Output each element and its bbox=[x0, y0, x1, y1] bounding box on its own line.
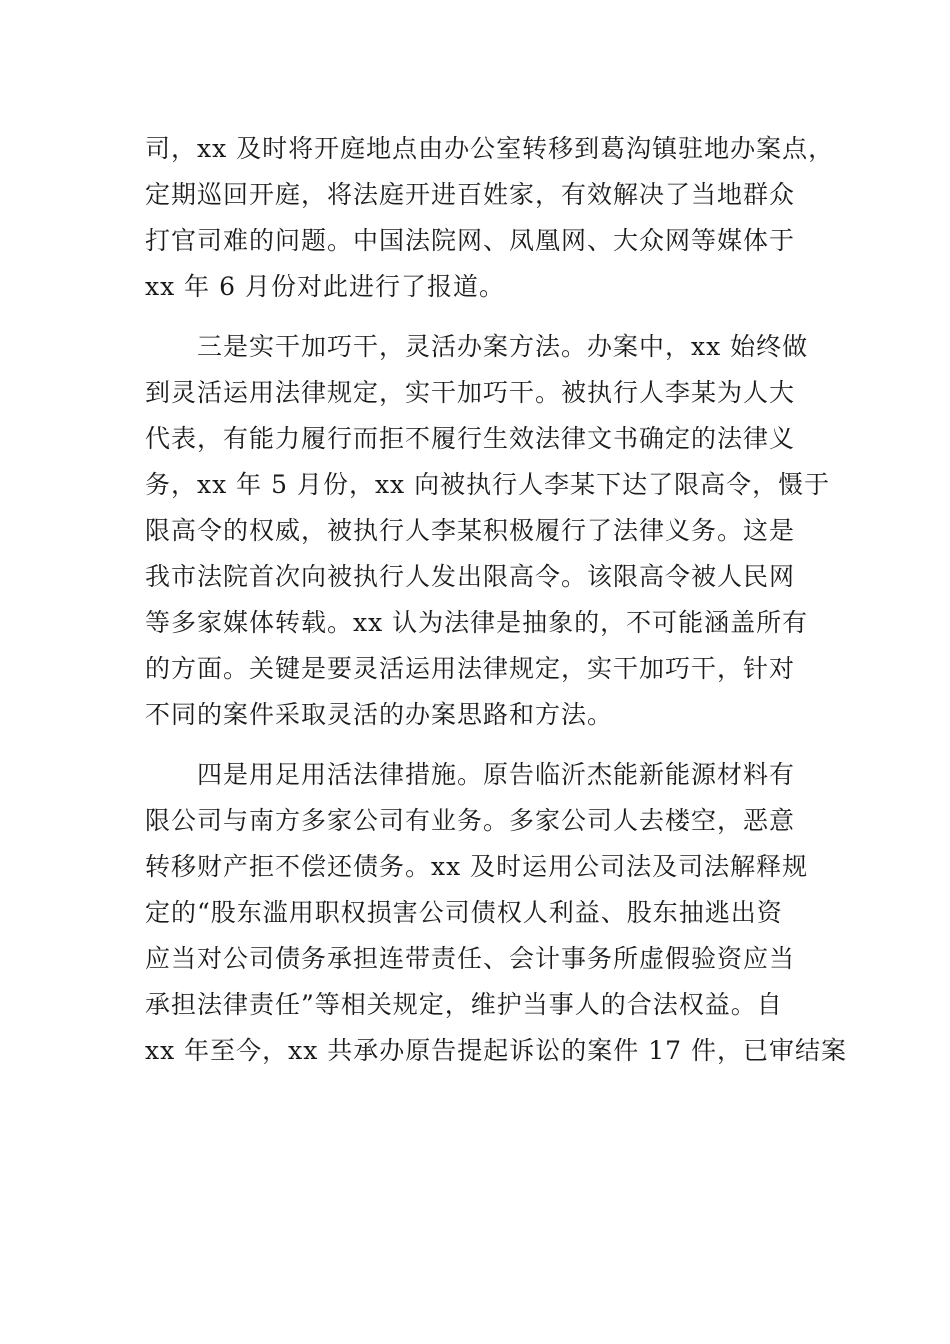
text-line: 定的“股东滥用职权损害公司债权人利益、股东抽逃出资 bbox=[145, 898, 783, 927]
document-body bbox=[145, 126, 847, 1074]
text-line: 打官司难的问题。中国法院网、凤凰网、大众网等媒体于 bbox=[145, 226, 796, 255]
text-line: 司，xx 及时将开庭地点由办公室转移到葛沟镇驻地办案点， bbox=[145, 134, 835, 163]
text-line: 转移财产拒不偿还债务。xx 及时运用公司法及司法解释规 bbox=[145, 852, 809, 881]
paragraph-gap bbox=[145, 738, 810, 752]
text-line: 限高令的权威，被执行人李某积极履行了法律义务。这是 bbox=[145, 516, 796, 545]
text-line: 四是用足用活法律措施。原告临沂杰能新能源材料有 bbox=[145, 760, 796, 789]
text-line: 定期巡回开庭，将法庭开进百姓家，有效解决了当地群众 bbox=[145, 180, 796, 209]
text-line: 的方面。关键是要灵活运用法律规定，实干加巧干，针对 bbox=[145, 654, 796, 683]
text-line: 限公司与南方多家公司有业务。多家公司人去楼空，恶意 bbox=[145, 806, 796, 835]
text-line: xx 年 6 月份对此进行了报道。 bbox=[145, 272, 505, 301]
text-line: 等多家媒体转载。xx 认为法律是抽象的，不可能涵盖所有 bbox=[145, 608, 809, 637]
text-line: 务，xx 年 5 月份，xx 向被执行人李某下达了限高令，慑于 bbox=[145, 470, 831, 499]
text-line: 到灵活运用法律规定，实干加巧干。被执行人李某为人大 bbox=[145, 378, 796, 407]
text-line: 不同的案件采取灵活的办案思路和方法。 bbox=[145, 700, 614, 729]
text-line: 代表，有能力履行而拒不履行生效法律文书确定的法律义 bbox=[145, 424, 796, 453]
text-line: 应当对公司债务承担连带责任、会计事务所虚假验资应当 bbox=[145, 944, 796, 973]
paragraph-gap bbox=[145, 310, 810, 324]
text-line: 三是实干加巧干，灵活办案方法。办案中，xx 始终做 bbox=[145, 332, 809, 361]
text-line: 承担法律责任”等相关规定，维护当事人的合法权益。自 bbox=[145, 990, 783, 1019]
text-line: 我市法院首次向被执行人发出限高令。该限高令被人民网 bbox=[145, 562, 796, 591]
text-line: xx 年至今，xx 共承办原告提起诉讼的案件 17 件，已审结案 bbox=[145, 1036, 847, 1065]
